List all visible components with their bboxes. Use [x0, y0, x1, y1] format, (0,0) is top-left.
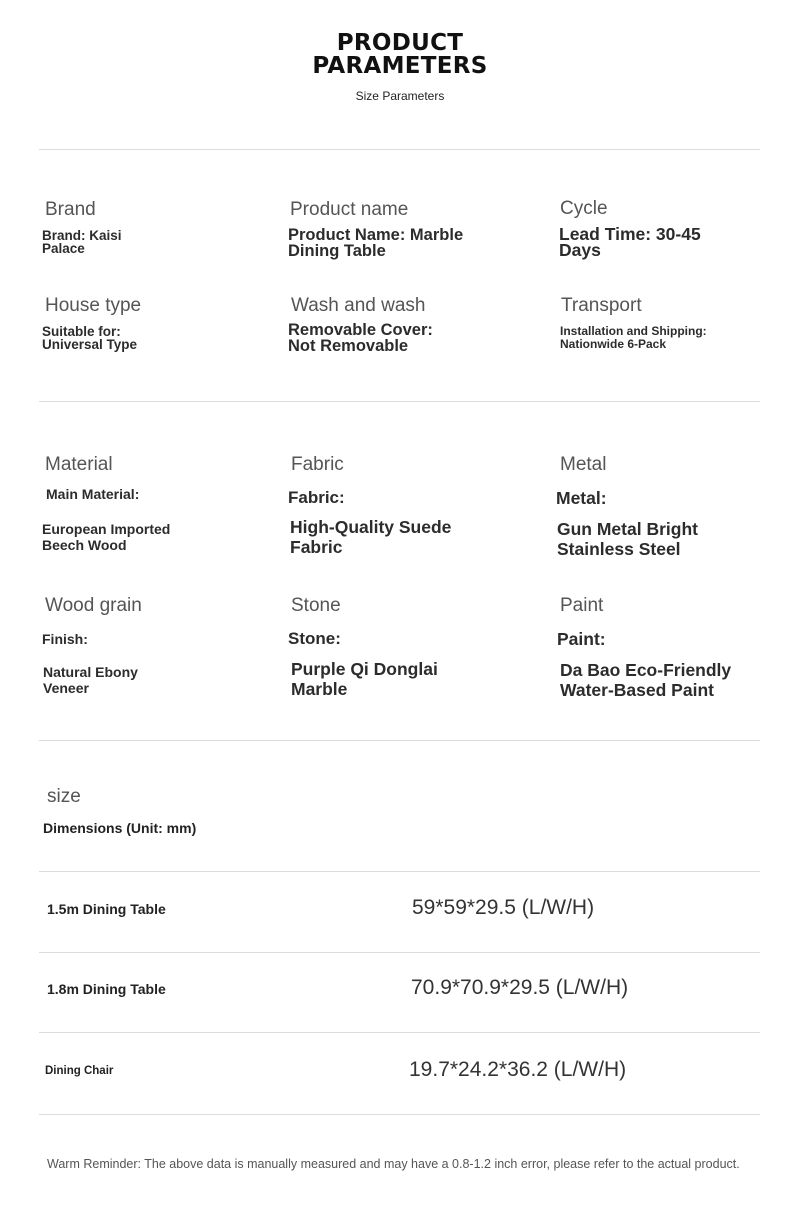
material-label: Material	[45, 454, 113, 475]
stone-key: Stone:	[288, 629, 341, 648]
brand-label: Brand	[45, 199, 96, 220]
divider	[39, 149, 760, 150]
page-title-line2: PARAMETERS	[312, 53, 488, 79]
product-name-value: Product Name: Marble Dining Table	[288, 226, 464, 260]
size-row-value: 59*59*29.5 (L/W/H)	[412, 896, 595, 919]
fabric-key: Fabric:	[288, 488, 345, 507]
material-value: European Imported Beech Wood	[42, 521, 171, 553]
fabric-value: High-Quality Suede Fabric	[290, 517, 452, 557]
page-subtitle: Size Parameters	[355, 89, 445, 103]
size-label: size	[47, 786, 81, 807]
cycle-label: Cycle	[560, 198, 608, 219]
material-key: Main Material:	[46, 486, 140, 502]
divider	[39, 1032, 760, 1033]
metal-value: Gun Metal Bright Stainless Steel	[557, 519, 698, 559]
wash-label: Wash and wash	[291, 295, 426, 316]
metal-label: Metal	[560, 454, 607, 475]
divider	[39, 871, 760, 872]
paint-label: Paint	[560, 595, 604, 616]
divider	[39, 1114, 760, 1115]
product-name-label: Product name	[290, 199, 409, 220]
size-row-name: 1.5m Dining Table	[47, 901, 166, 917]
warm-reminder: Warm Reminder: The above data is manually measured and may have a 0.8-1.2 inch error, please refer to the actual product.	[47, 1157, 740, 1171]
cycle-value: Lead Time: 30-45 Days	[559, 224, 701, 260]
page-title-line1: PRODUCT	[336, 30, 464, 56]
house-type-value: Suitable for: Universal Type	[42, 324, 138, 352]
size-row-value: 19.7*24.2*36.2 (L/W/H)	[409, 1058, 627, 1081]
brand-value: Brand: Kaisi Palace	[42, 228, 122, 256]
size-row-name: Dining Chair	[45, 1065, 114, 1077]
transport-value: Installation and Shipping: Nationwide 6-Pack	[560, 324, 707, 351]
house-type-label: House type	[45, 295, 142, 316]
wash-value: Removable Cover: Not Removable	[288, 321, 433, 355]
fabric-label: Fabric	[291, 454, 344, 475]
size-caption: Dimensions (Unit: mm)	[43, 820, 197, 836]
transport-label: Transport	[561, 295, 642, 316]
paint-value: Da Bao Eco-Friendly Water-Based Paint	[560, 660, 732, 700]
divider	[39, 952, 760, 953]
paint-key: Paint:	[557, 629, 606, 649]
metal-key: Metal:	[556, 488, 607, 508]
size-row-name: 1.8m Dining Table	[47, 981, 166, 997]
wood-grain-label: Wood grain	[45, 595, 142, 616]
stone-label: Stone	[291, 595, 341, 616]
size-row-value: 70.9*70.9*29.5 (L/W/H)	[411, 976, 629, 999]
wood-grain-value: Natural Ebony Veneer	[43, 664, 138, 696]
wood-grain-key: Finish:	[42, 631, 88, 647]
divider	[39, 401, 760, 402]
divider	[39, 740, 760, 741]
stone-value: Purple Qi Donglai Marble	[291, 659, 438, 699]
